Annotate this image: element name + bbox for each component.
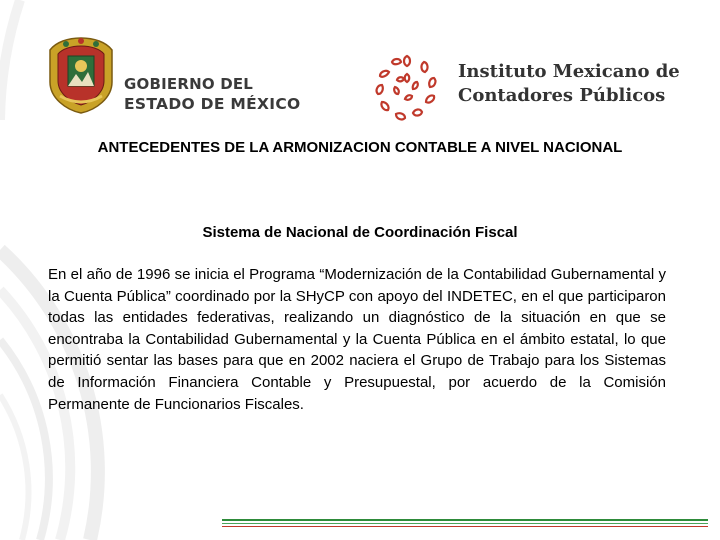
- section-subtitle: Sistema de Nacional de Coordinación Fiscal: [202, 224, 518, 241]
- imcp-emblem-icon: [372, 52, 442, 122]
- coat-of-arms-icon: [46, 36, 116, 114]
- gem-logo-line1: GOBIERNO DEL: [124, 75, 254, 93]
- body-paragraph: En el año de 1996 se inicia el Programa “Modernización de la Contabilidad Gubernamental y la Cuenta Pública” coordinado por la SHyCP con apoyo del INDETEC, en el que participaron todas las entidades federativas, realizando un diagnóstico de la situación en que se encontraba la Contabilidad Gubernamental y la Cuenta Pública en el ámbito estatal, lo que permitió sentar las bases para que en 2002 naciera el Grupo de Trabajo para los Sistemas de Información Financiera Contable y Presupuestal, por acuerdo de la Comisión Permanente de Funcionarios Fiscales.: [48, 266, 666, 413]
- imcp-logo: [372, 52, 680, 122]
- gem-logo: [46, 36, 316, 116]
- imcp-logo-text: [458, 60, 680, 108]
- footer-rule-green: [222, 519, 708, 521]
- imcp-logo-line2: Contadores Públicos: [458, 85, 666, 106]
- page-title: ANTECEDENTES DE LA ARMONIZACION CONTABLE A NIVEL NACIONAL: [97, 139, 623, 156]
- imcp-logo-line1: Instituto Mexicano de: [458, 61, 680, 82]
- gem-logo-text: [124, 74, 301, 114]
- gem-logo-line2: ESTADO DE MÉXICO: [124, 95, 301, 113]
- footer-rule-red: [222, 526, 708, 527]
- footer-rule-green-thin: [222, 523, 708, 524]
